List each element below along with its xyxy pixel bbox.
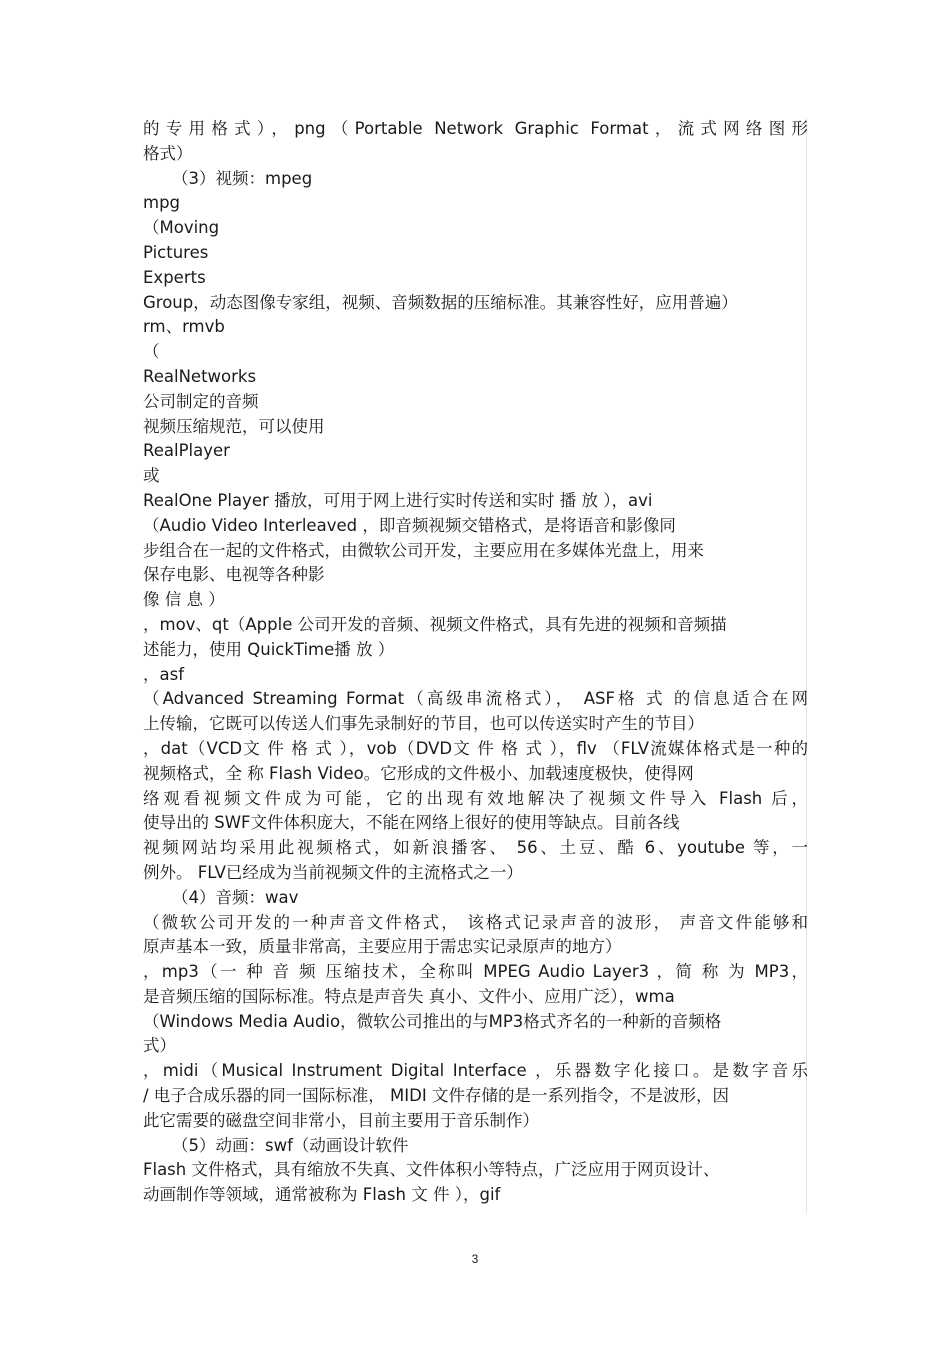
text-line: 例外。 FLV已经成为当前视频文件的主流格式之一）: [143, 862, 523, 882]
text-line: 或: [143, 466, 160, 486]
text-line: （: [143, 342, 160, 362]
text-line: （5）动画：swf（动画设计软件: [172, 1135, 409, 1155]
body-text: [143, 117, 808, 1208]
text-line: （4）音频：wav: [172, 887, 299, 907]
text-line: 式）: [143, 1036, 176, 1056]
text-line: （Advanced Streaming Format（高级串流格式）， ASF格 式 的信息适合在网: [143, 689, 808, 709]
text-line: （微软公司开发的一种声音文件格式， 该格式记录声音的波形， 声音文件能够和: [143, 912, 808, 932]
text-line: 像 信 息 ）: [143, 590, 225, 610]
text-line: 公司制定的音频: [143, 391, 259, 411]
text-line: （Audio Video Interleaved ，即音频视频交错格式，是将语音和影像同: [143, 515, 676, 535]
text-line: 步组合在一起的文件格式，由微软公司开发，主要应用在多媒体光盘上，用来: [143, 540, 704, 560]
text-line: mpg: [143, 193, 181, 213]
text-line: Flash 文件格式，具有缩放不失真、文件体积小等特点，广泛应用于网页设计、: [143, 1160, 720, 1180]
text-line: Pictures: [143, 242, 209, 262]
text-line: 视频压缩规范，可以使用: [143, 416, 325, 436]
text-line: 原声基本一致，质量非常高，主要应用于需忠实记录原声的地方）: [143, 937, 622, 957]
text-line: ，dat（VCD文 件 格 式 ），vob（DVD文 件 格 式 ），flv （FLV流媒体格式是一种的: [143, 738, 808, 758]
text-line: （Moving: [143, 218, 220, 238]
text-line: 保存电影、电视等各种影: [143, 565, 325, 585]
text-line: rm、rmvb: [143, 317, 225, 337]
text-line: RealNetworks: [143, 366, 257, 386]
text-line: （3）视频：mpeg: [172, 168, 313, 188]
text-line: ，midi（Musical Instrument Digital Interface ，乐器数字化接口。是数字音乐: [143, 1061, 808, 1081]
text-line: 视频网站均采用此视频格式，如新浪播客、 56、土豆、酷 6、youtube 等，一: [143, 838, 808, 858]
text-line: 此它需要的磁盘空间非常小，目前主要用于音乐制作）: [143, 1110, 539, 1130]
text-line: Experts: [143, 267, 206, 287]
page-number: 3: [471, 1252, 479, 1266]
text-line: RealPlayer: [143, 441, 230, 461]
text-line: RealOne Player 播放，可用于网上进行实时传送和实时 播 放 ），avi: [143, 490, 653, 510]
text-line: 述能力，使用 QuickTime播 放 ）: [143, 639, 395, 659]
text-line: 上传输，它既可以传送人们事先录制好的节目，也可以传送实时产生的节目）: [143, 714, 704, 734]
text-line: ，asf: [143, 664, 185, 684]
text-line: ，mov、qt（Apple 公司开发的音频、视频文件格式，具有先进的视频和音频描: [143, 614, 727, 634]
text-line: Group，动态图像专家组，视频、音频数据的压缩标准。其兼容性好，应用普遍）: [143, 292, 738, 312]
text-line: 是音频压缩的国际标准。特点是声音失 真小、文件小、应用广泛），wma: [143, 986, 675, 1006]
text-line: 格式）: [143, 143, 193, 163]
text-line: 视频格式，全 称 Flash Video。它形成的文件极小、加载速度极快，使得网: [143, 763, 694, 783]
text-line: 动画制作等领域，通常被称为 Flash 文 件 ），gif: [143, 1185, 501, 1205]
text-line: / 电子合成乐器的同一国际标准， MIDI 文件存储的是一系列指令，不是波形，因: [143, 1086, 729, 1106]
text-line: 络观看视频文件成为可能，它的出现有效地解决了视频文件导入 Flash 后，: [143, 788, 808, 808]
text-line: 使导出的 SWF文件体积庞大，不能在网络上很好的使用等缺点。目前各线: [143, 813, 680, 833]
text-line: ，mp3（一 种 音 频 压缩技术，全称叫 MPEG Audio Layer3 ，简 称 为 MP3，: [143, 962, 808, 982]
text-line: （Windows Media Audio，微软公司推出的与MP3格式齐名的一种新的音频格: [143, 1011, 722, 1031]
text-line: 的专用格式），png（Portable Network Graphic Format，流式网络图形: [143, 119, 808, 138]
